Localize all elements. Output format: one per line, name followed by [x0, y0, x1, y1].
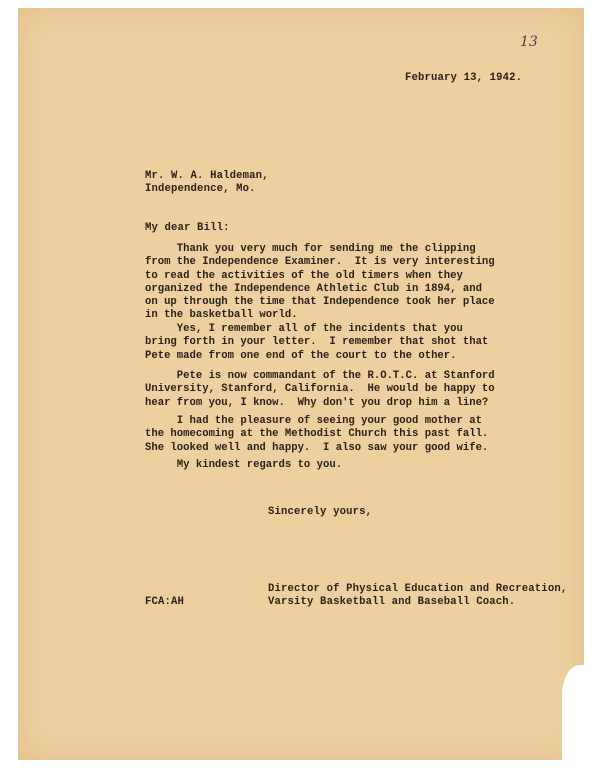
closing: Sincerely yours, [268, 506, 373, 518]
paragraph-line: She looked well and happy. I also saw your good wife. [145, 441, 489, 454]
paragraph-line: Pete is now commandant of the R.O.T.C. at Stanford [145, 370, 495, 382]
paragraph-line: the homecoming at the Methodist Church this past fall. [145, 428, 489, 441]
paragraph-line: bring forth in your letter. I remember that shot that [145, 336, 489, 349]
paragraph-line: from the Independence Examiner. It is very interesting [145, 256, 495, 269]
paragraph-line: Thank you very much for sending me the clipping [145, 243, 476, 255]
paragraph-line: organized the Independence Athletic Club in 1894, and [145, 282, 482, 295]
paragraph-3 [145, 370, 495, 410]
paragraph-2 [145, 323, 488, 363]
paragraph-line: University, Stanford, California. He would be happy to [145, 383, 495, 396]
paragraph-line: I had the pleasure of seeing your good mother at [145, 415, 482, 427]
signature-title-line-2: Varsity Basketball and Baseball Coach. [268, 596, 516, 608]
paragraph-line: hear from you, I know. Why don't you drop him a line? [145, 396, 489, 409]
paragraph-5 [145, 459, 342, 472]
paragraph-4 [145, 415, 488, 455]
letter-date: February 13, 1942. [405, 72, 523, 84]
paragraph-line: Pete made from one end of the court to the other. [145, 349, 457, 362]
paragraph-line: My kindest regards to you. [145, 459, 343, 471]
page-marker: 13 [520, 34, 538, 50]
torn-corner [562, 665, 584, 760]
signature-title-line-1: Director of Physical Education and Recreation, [268, 583, 568, 595]
salutation: My dear Bill: [145, 222, 230, 234]
paragraph-line: on up through the time that Independence took her place [145, 296, 495, 309]
recipient-city: Independence, Mo. [145, 183, 256, 195]
paragraph-line: in the basketball world. [145, 309, 298, 322]
typist-initials: FCA:AH [145, 596, 185, 608]
paragraph-line: to read the activities of the old timers when they [145, 269, 463, 282]
paragraph-line: Yes, I remember all of the incidents that you [145, 323, 463, 335]
recipient-name: Mr. W. A. Haldeman, [145, 170, 269, 182]
paragraph-1 [145, 243, 495, 323]
